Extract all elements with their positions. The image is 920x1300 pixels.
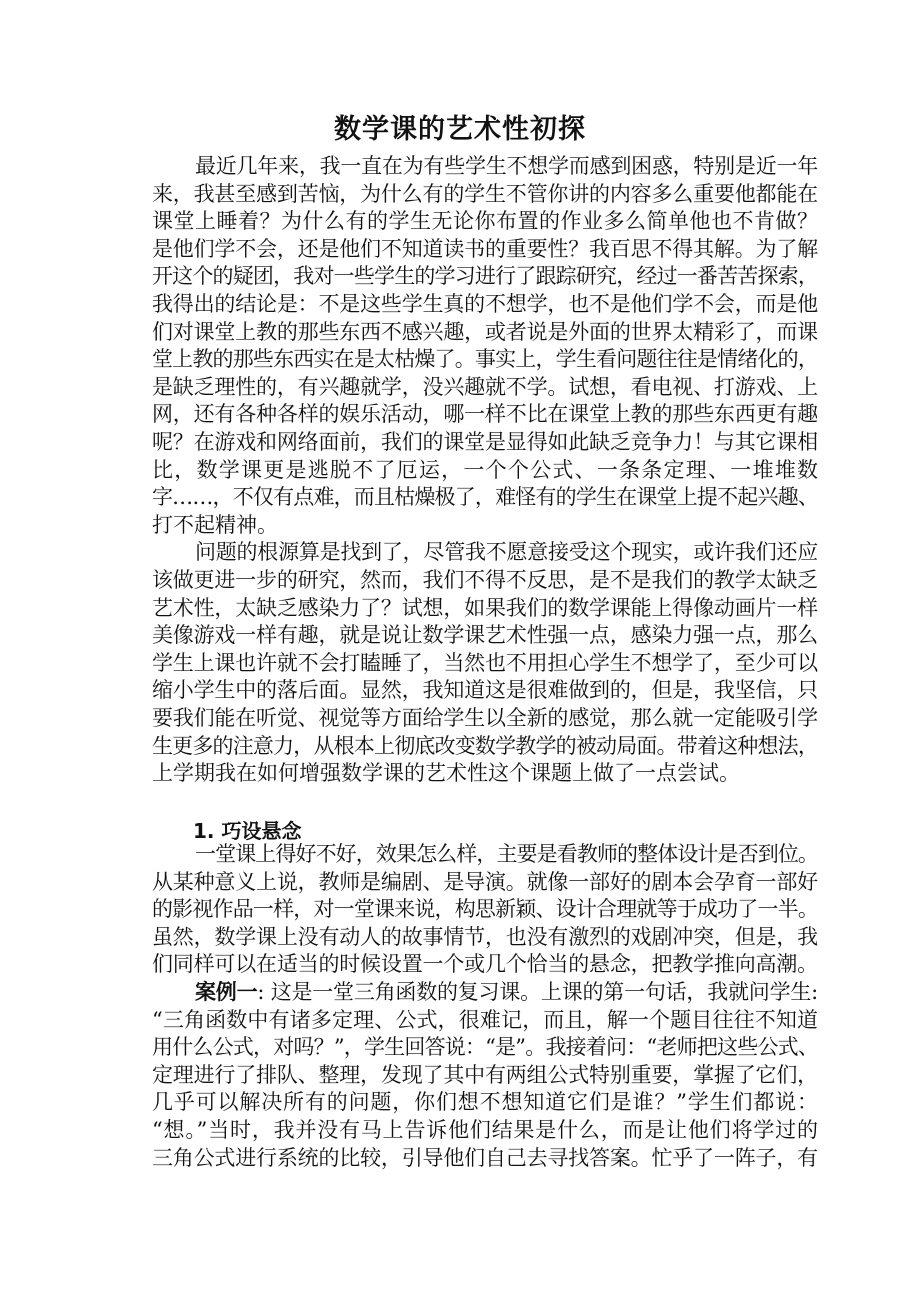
paragraph-line: 是他们学不会，还是他们不知道读书的重要性？我百思不得其解。为了解 xyxy=(152,236,818,261)
paragraph-line: 用什么公式，对吗？”，学生回答说：“是”。我接着问：“老师把这些公式、 xyxy=(152,1035,818,1060)
paragraph-line: 我得出的结论是：不是这些学生真的不想学，也不是他们学不会，而是他 xyxy=(152,291,818,316)
paragraph-line: 打不起精神。 xyxy=(152,512,278,537)
case-first-line xyxy=(152,979,818,1007)
paragraph-line: 来，我甚至感到苦恼，为什么有的学生不管你讲的内容多么重要他都能在 xyxy=(152,181,818,206)
paragraph-line: 问题的根源算是找到了，尽管我不愿意接受这个现实，或许我们还应 xyxy=(195,540,818,565)
paragraph-line: 生更多的注意力，从根本上彻底改变数学教学的被动局面。带着这种想法， xyxy=(152,733,818,758)
section-1-paragraph xyxy=(152,841,818,979)
paragraph-line: 字……，不仅有点难，而且枯燥极了，难怪有的学生在课堂上提不起兴趣、 xyxy=(152,485,818,510)
case-1-paragraph xyxy=(152,979,818,1172)
case-label: 案例一 xyxy=(195,980,258,1004)
paragraph-line: 要我们能在听觉、视觉等方面给学生以全新的感觉，那么就一定能吸引学 xyxy=(152,705,818,730)
paragraph-line: 开这个的疑团，我对一些学生的学习进行了跟踪研究，经过一番苦苦探索， xyxy=(152,264,818,289)
section-heading: 1. 巧设悬念 xyxy=(193,819,302,843)
paragraph-line: 艺术性，太缺乏感染力了？试想，如果我们的数学课能上得像动画片一样 xyxy=(152,595,818,620)
paragraph-line: 三角公式进行系统的比较，引导他们自己去寻找答案。忙乎了一阵子，有 xyxy=(152,1145,818,1170)
paragraph-line: 网，还有各种各样的娱乐活动，哪一样不比在课堂上教的那些东西更有趣 xyxy=(152,402,818,427)
paragraph-line: 堂上教的那些东西实在是太枯燥了。事实上，学生看问题往往是情绪化的， xyxy=(152,347,818,372)
case-first-line-text: : 这是一堂三角函数的复习课。上课的第一句话，我就问学生: xyxy=(257,980,819,1004)
paragraph-line: 一堂课上得好不好，效果怎么样，主要是看教师的整体设计是否到位。 xyxy=(195,842,818,866)
paragraph-1 xyxy=(152,153,818,539)
paragraph-line: 美像游戏一样有趣，就是说让数学课艺术性强一点，感染力强一点，那么 xyxy=(152,623,818,648)
paragraph-line: 的影视作品一样，对一堂课来说，构思新颖、设计合理就等于成功了一半。 xyxy=(152,897,818,922)
paragraph-line: 是缺乏理性的，有兴趣就学，没兴趣就不学。试想，看电视、打游戏、上 xyxy=(152,374,818,399)
paragraph-line: 课堂上睡着？为什么有的学生无论你布置的作业多么简单他也不肯做？ xyxy=(152,209,818,234)
paragraph-line: 缩小学生中的落后面。显然，我知道这是很难做到的，但是，我坚信，只 xyxy=(152,678,818,703)
paragraph-line: 们对课堂上教的那些东西不感兴趣，或者说是外面的世界太精彩了，而课 xyxy=(152,319,818,344)
paragraph-line: 学生上课也许就不会打瞌睡了，当然也不用担心学生不想学了，至少可以 xyxy=(152,650,818,675)
paragraph-line: 从某种意义上说，教师是编剧、是导演。就像一部好的剧本会孕育一部好 xyxy=(152,869,818,894)
paragraph-line: 定理进行了排队、整理，发现了其中有两组公式特别重要，掌握了它们， xyxy=(152,1062,818,1087)
paragraph-line: “三角函数中有诸多定理、公式，很难记，而且，解一个题目往往不知道 xyxy=(152,1007,818,1032)
paragraph-line: 虽然，数学课上没有动人的故事情节，也没有激烈的戏剧冲突，但是，我 xyxy=(152,924,818,949)
paragraph-line: 最近几年来，我一直在为有些学生不想学而感到困惑，特别是近一年 xyxy=(195,154,818,178)
paragraph-line: 该做更进一步的研究，然而，我们不得不反思，是不是我们的教学太缺乏 xyxy=(152,567,818,592)
paragraph-line: 上学期我在如何增强数学课的艺术性这个课题上做了一点尝试。 xyxy=(152,761,740,786)
paragraph-line: 们同样可以在适当的时候设置一个或几个恰当的悬念，把教学推向高潮。 xyxy=(152,952,818,977)
paragraph-2 xyxy=(152,539,818,787)
document-title: 数学课的艺术性初探 xyxy=(334,114,586,145)
paragraph-line: 几乎可以解决所有的问题，你们想不想知道它们是谁？”学生们都说： xyxy=(152,1090,818,1115)
paragraph-line: “想。”当时，我并没有马上告诉他们结果是什么，而是让他们将学过的 xyxy=(152,1117,818,1142)
paragraph-line: 呢？在游戏和网络面前，我们的课堂是显得如此缺乏竞争力！与其它课相 xyxy=(152,429,818,454)
paragraph-line: 比，数学课更是逃脱不了厄运，一个个公式、一条条定理、一堆堆数 xyxy=(152,457,818,482)
